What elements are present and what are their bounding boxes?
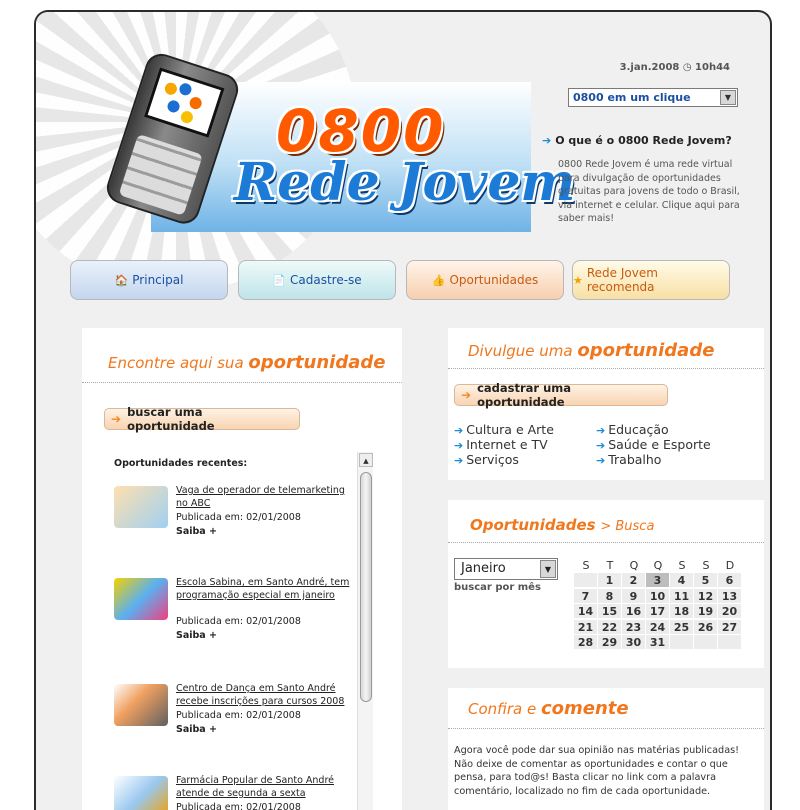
- home-icon: 🏠: [114, 273, 129, 287]
- nav-cadastre-se[interactable]: 📄 Cadastre-se: [238, 260, 396, 300]
- calendar-day[interactable]: 25: [670, 620, 693, 634]
- calendar-day[interactable]: 27: [718, 620, 741, 634]
- list-item: [114, 484, 354, 554]
- month-label: buscar por mês: [454, 582, 541, 593]
- calendar-day[interactable]: 22: [598, 620, 621, 634]
- calendar-empty-cell: [718, 635, 741, 649]
- calendar-day[interactable]: 24: [646, 620, 669, 634]
- category-saude-e-esporte[interactable]: ➔ Saúde e Esporte: [596, 437, 711, 452]
- scroll-up-icon[interactable]: ▲: [359, 453, 373, 467]
- panel-title: Encontre aqui sua oportunidade: [108, 352, 386, 373]
- register-opportunity-button[interactable]: ➔ cadastrar uma oportunidade: [454, 384, 668, 406]
- list-item: [114, 774, 354, 810]
- star-icon: ★: [573, 273, 583, 287]
- about-text[interactable]: 0800 Rede Jovem é uma rede virtual para divulgação de oportunidades gratuitas para jovens de todo o Brasil, via internet e celular. Clique aqui para saber mais!: [558, 159, 740, 224]
- item-date: Publicada em: 02/01/2008: [176, 616, 301, 627]
- chevron-down-icon[interactable]: ▼: [540, 560, 556, 578]
- category-servicos[interactable]: ➔ Serviços: [454, 452, 519, 467]
- arrow-right-icon: ➔: [111, 412, 122, 426]
- divider: [448, 728, 764, 729]
- about-link[interactable]: ➔ O que é o 0800 Rede Jovem?: [542, 134, 732, 147]
- item-link[interactable]: Escola Sabina, em Santo André, tem programação especial em janeiro: [176, 577, 350, 601]
- arrow-right-icon: ➔: [461, 388, 472, 402]
- nav-principal[interactable]: 🏠 Principal: [70, 260, 228, 300]
- item-thumbnail: [114, 684, 168, 726]
- calendar-day[interactable]: 19: [694, 604, 717, 618]
- item-more-link[interactable]: Saiba +: [176, 724, 217, 735]
- chevron-down-icon[interactable]: ▼: [720, 90, 736, 105]
- divider: [448, 368, 764, 369]
- arrow-right-icon: ➔: [454, 424, 464, 437]
- calendar-day[interactable]: 15: [598, 604, 621, 618]
- arrow-right-icon: ➔: [596, 424, 606, 437]
- calendar-day[interactable]: 3: [646, 573, 669, 587]
- scrollbar-thumb[interactable]: [360, 472, 372, 702]
- calendar-day[interactable]: 28: [574, 635, 597, 649]
- calendar-day[interactable]: 29: [598, 635, 621, 649]
- category-educacao[interactable]: ➔ Educação: [596, 422, 669, 437]
- logo-rede-jovem[interactable]: Rede Jovem: [234, 152, 576, 213]
- calendar-empty-cell: [574, 573, 597, 587]
- item-link[interactable]: Centro de Dança em Santo André recebe inscrições para cursos 2008: [176, 683, 345, 707]
- category-trabalho[interactable]: ➔ Trabalho: [596, 452, 662, 467]
- arrow-right-icon: ➔: [596, 454, 606, 467]
- quick-access-select[interactable]: [568, 88, 738, 107]
- item-link[interactable]: Farmácia Popular de Santo André atende de segunda a sexta: [176, 775, 334, 799]
- item-thumbnail: [114, 486, 168, 528]
- logo-0800[interactable]: 0800: [276, 97, 446, 165]
- calendar-day[interactable]: 26: [694, 620, 717, 634]
- arrow-right-icon: ➔: [596, 439, 606, 452]
- calendar-day[interactable]: 18: [670, 604, 693, 618]
- opportunities-panel: [82, 328, 402, 810]
- month-value: Janeiro: [461, 561, 506, 576]
- calendar-day[interactable]: 9: [622, 589, 645, 603]
- weekday-header: S: [702, 559, 710, 572]
- calendar-day[interactable]: 16: [622, 604, 645, 618]
- header: [36, 12, 770, 262]
- calendar-day[interactable]: 14: [574, 604, 597, 618]
- weekday-header: Q: [629, 559, 639, 572]
- item-date: Publicada em: 02/01/2008: [176, 512, 301, 523]
- calendar-day[interactable]: 1: [598, 573, 621, 587]
- nav-oportunidades[interactable]: 👍 Oportunidades: [406, 260, 564, 300]
- calendar-day[interactable]: 17: [646, 604, 669, 618]
- arrow-right-icon: ➔: [454, 454, 464, 467]
- calendar-day[interactable]: 5: [694, 573, 717, 587]
- list-item: [114, 576, 354, 646]
- divulgue-panel: [448, 328, 764, 480]
- category-internet-e-tv[interactable]: ➔ Internet e TV: [454, 437, 548, 452]
- date-time: 3.jan.2008 ◷ 10h44: [619, 62, 730, 73]
- recent-title: Oportunidades recentes:: [114, 458, 248, 469]
- list-item: [114, 682, 354, 752]
- weekday-header: S: [678, 559, 686, 572]
- calendar-day[interactable]: 6: [718, 573, 741, 587]
- item-thumbnail: [114, 578, 168, 620]
- calendar-day[interactable]: 13: [718, 589, 741, 603]
- divider: [82, 382, 402, 383]
- weekday-header: S: [582, 559, 590, 572]
- category-cultura-e-arte[interactable]: ➔ Cultura e Arte: [454, 422, 554, 437]
- panel-title: Divulgue uma oportunidade: [468, 340, 715, 361]
- scrollbar[interactable]: [357, 452, 373, 810]
- calendar-empty-cell: [694, 635, 717, 649]
- item-date: Publicada em: 02/01/2008: [176, 710, 301, 721]
- search-panel: [448, 500, 764, 668]
- divider: [448, 542, 764, 543]
- comment-panel: [448, 688, 764, 810]
- weekday-header: D: [725, 559, 735, 572]
- calendar-day[interactable]: 8: [598, 589, 621, 603]
- arrow-right-icon: ➔: [542, 134, 552, 147]
- item-more-link[interactable]: Saiba +: [176, 526, 217, 537]
- item-more-link[interactable]: Saiba +: [176, 630, 217, 641]
- calendar-day[interactable]: 21: [574, 620, 597, 634]
- panel-title: Oportunidades > Busca: [470, 516, 655, 534]
- search-opportunity-button[interactable]: ➔ buscar uma oportunidade: [104, 408, 300, 430]
- arrow-right-icon: ➔: [454, 439, 464, 452]
- month-select[interactable]: [454, 558, 558, 580]
- calendar-empty-cell: [670, 635, 693, 649]
- calendar-day[interactable]: 31: [646, 635, 669, 649]
- calendar-day[interactable]: 20: [718, 604, 741, 618]
- quick-access-value: 0800 em um clique: [573, 91, 691, 104]
- main-nav: [70, 260, 730, 302]
- calendar-day[interactable]: 7: [574, 589, 597, 603]
- weekday-header: Q: [653, 559, 663, 572]
- calendar-day[interactable]: 2: [622, 573, 645, 587]
- calendar-day[interactable]: 10: [646, 589, 669, 603]
- calendar-day[interactable]: 11: [670, 589, 693, 603]
- calendar-day[interactable]: 12: [694, 589, 717, 603]
- item-thumbnail: [114, 776, 168, 810]
- page-frame: [34, 10, 772, 810]
- weekday-header: T: [606, 559, 614, 572]
- hand-icon: 👍: [431, 273, 446, 287]
- item-date: Publicada em: 02/01/2008: [176, 802, 301, 810]
- comment-text: Agora você pode dar sua opinião nas matérias publicadas! Não deixe de comentar as oportunidades e contar o que pensa, para tod@s! Basta clicar no link com a palavra comentário, localizado no fim de cada oportunidade.: [454, 745, 740, 797]
- nav-rede-jovem-recomenda[interactable]: ★ Rede Jovem recomenda: [572, 260, 730, 300]
- calendar-day[interactable]: 23: [622, 620, 645, 634]
- document-icon: 📄: [272, 273, 286, 287]
- item-link[interactable]: Vaga de operador de telemarketing no ABC: [176, 485, 345, 509]
- panel-title: Confira e comente: [468, 698, 629, 719]
- calendar-day[interactable]: 4: [670, 573, 693, 587]
- calendar-day[interactable]: 30: [622, 635, 645, 649]
